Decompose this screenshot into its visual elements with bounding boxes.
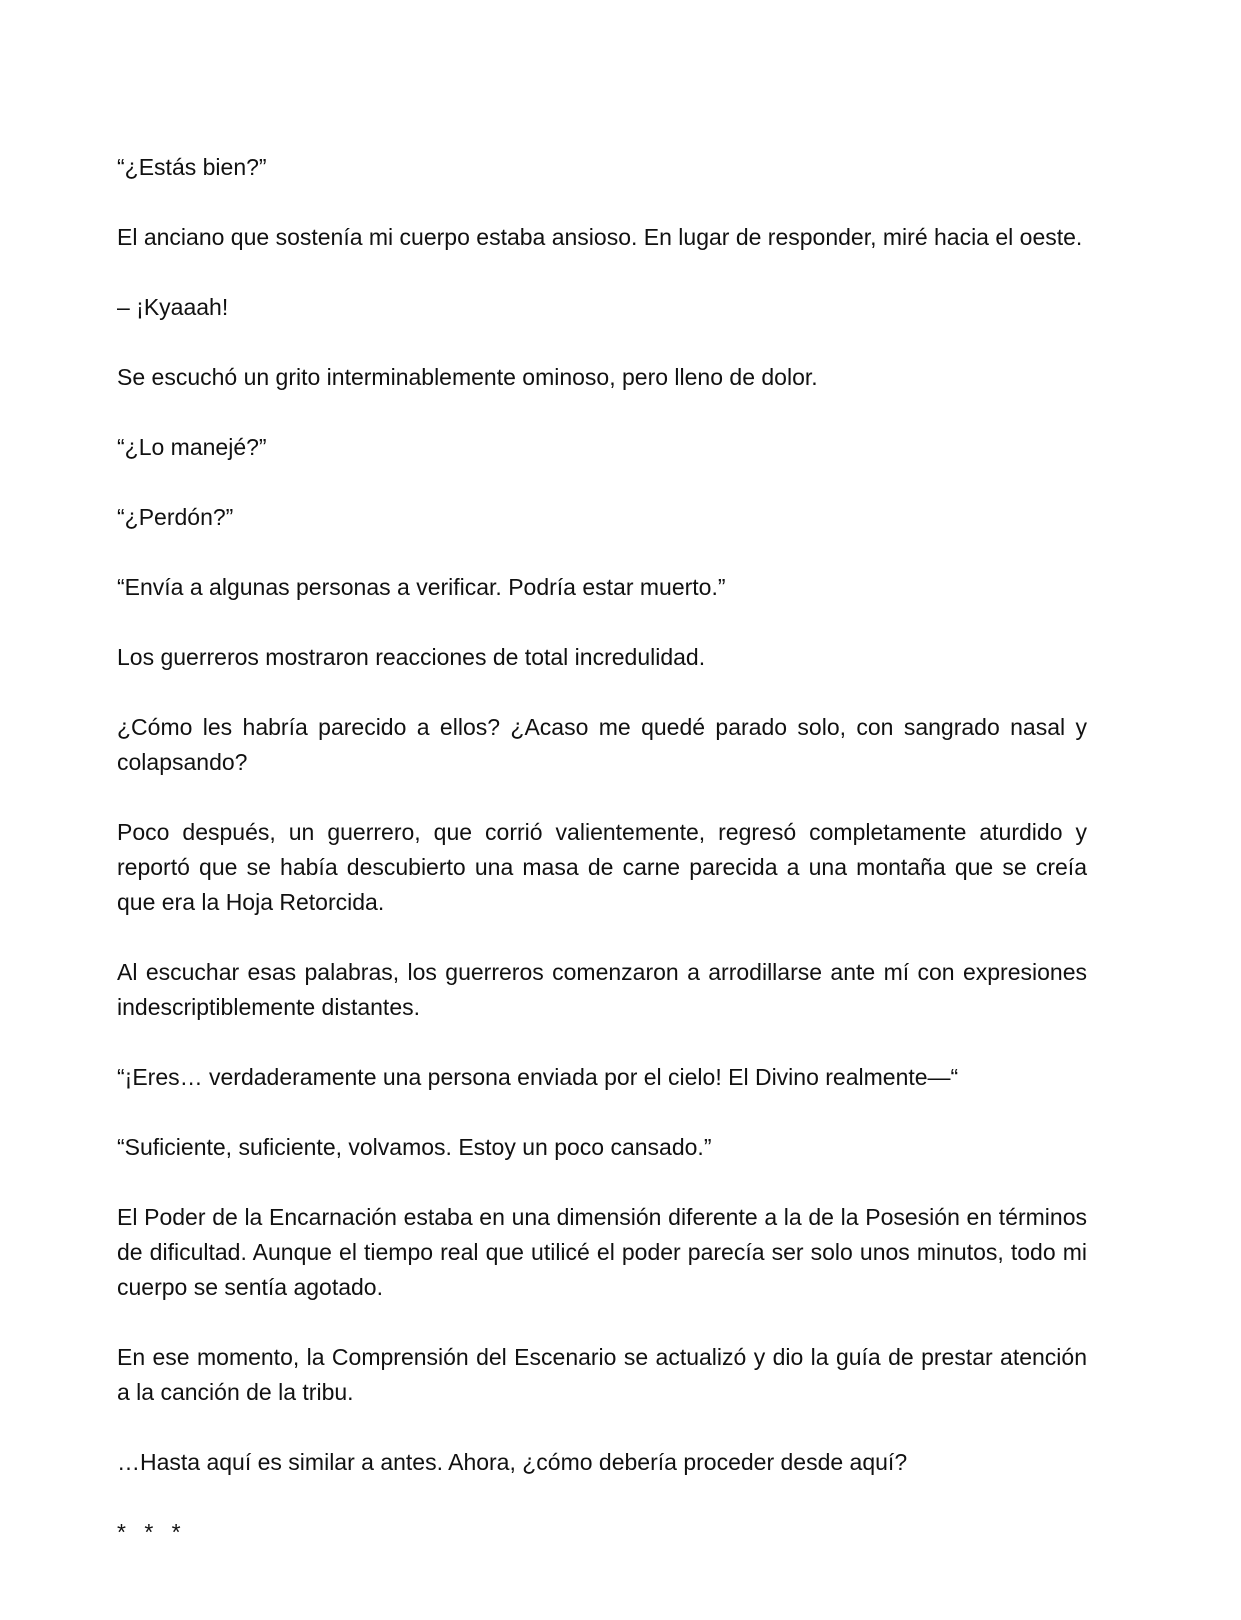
paragraph: En ese momento, la Comprensión del Escenario se actualizó y dio la guía de prestar atención a la canción de la tribu.: [117, 1344, 1087, 1405]
paragraph: El Poder de la Encarnación estaba en una dimensión diferente a la de la Posesión en términos de dificultad. Aunque el tiempo real que utilicé el poder parecía ser solo unos minutos, todo mi cuerpo se sentía agotado.: [117, 1204, 1087, 1300]
paragraph: Poco después, un guerrero, que corrió valientemente, regresó completamente aturdido y reportó que se había descubierto una masa de carne parecida a una montaña que se creía que era la Hoja Retorcida.: [117, 819, 1087, 915]
paragraph: – ¡Kyaaah!: [117, 294, 229, 320]
paragraph: “¡Eres… verdaderamente una persona enviada por el cielo! El Divino realmente—“: [117, 1064, 959, 1090]
paragraph: El anciano que sostenía mi cuerpo estaba ansioso. En lugar de responder, miré hacia el oeste.: [117, 224, 1083, 250]
paragraph: “¿Estás bien?”: [117, 154, 267, 180]
paragraph: ¿Cómo les habría parecido a ellos? ¿Acaso me quedé parado solo, con sangrado nasal y colapsando?: [117, 714, 1087, 775]
paragraph: “¿Lo manejé?”: [117, 434, 267, 460]
paragraph: “¿Perdón?”: [117, 504, 234, 530]
paragraph: Los guerreros mostraron reacciones de total incredulidad.: [117, 644, 706, 670]
paragraph: …Hasta aquí es similar a antes. Ahora, ¿cómo debería proceder desde aquí?: [117, 1449, 908, 1475]
paragraph: Al escuchar esas palabras, los guerreros comenzaron a arrodillarse ante mí con expresiones indescriptiblemente distantes.: [117, 959, 1087, 1020]
paragraph: Se escuchó un grito interminablemente ominoso, pero lleno de dolor.: [117, 364, 818, 390]
paragraph: “Envía a algunas personas a verificar. Podría estar muerto.”: [117, 574, 726, 600]
section-separator: * * *: [117, 1519, 187, 1545]
document-body: [117, 150, 1087, 1550]
paragraph: “Suficiente, suficiente, volvamos. Estoy un poco cansado.”: [117, 1134, 712, 1160]
